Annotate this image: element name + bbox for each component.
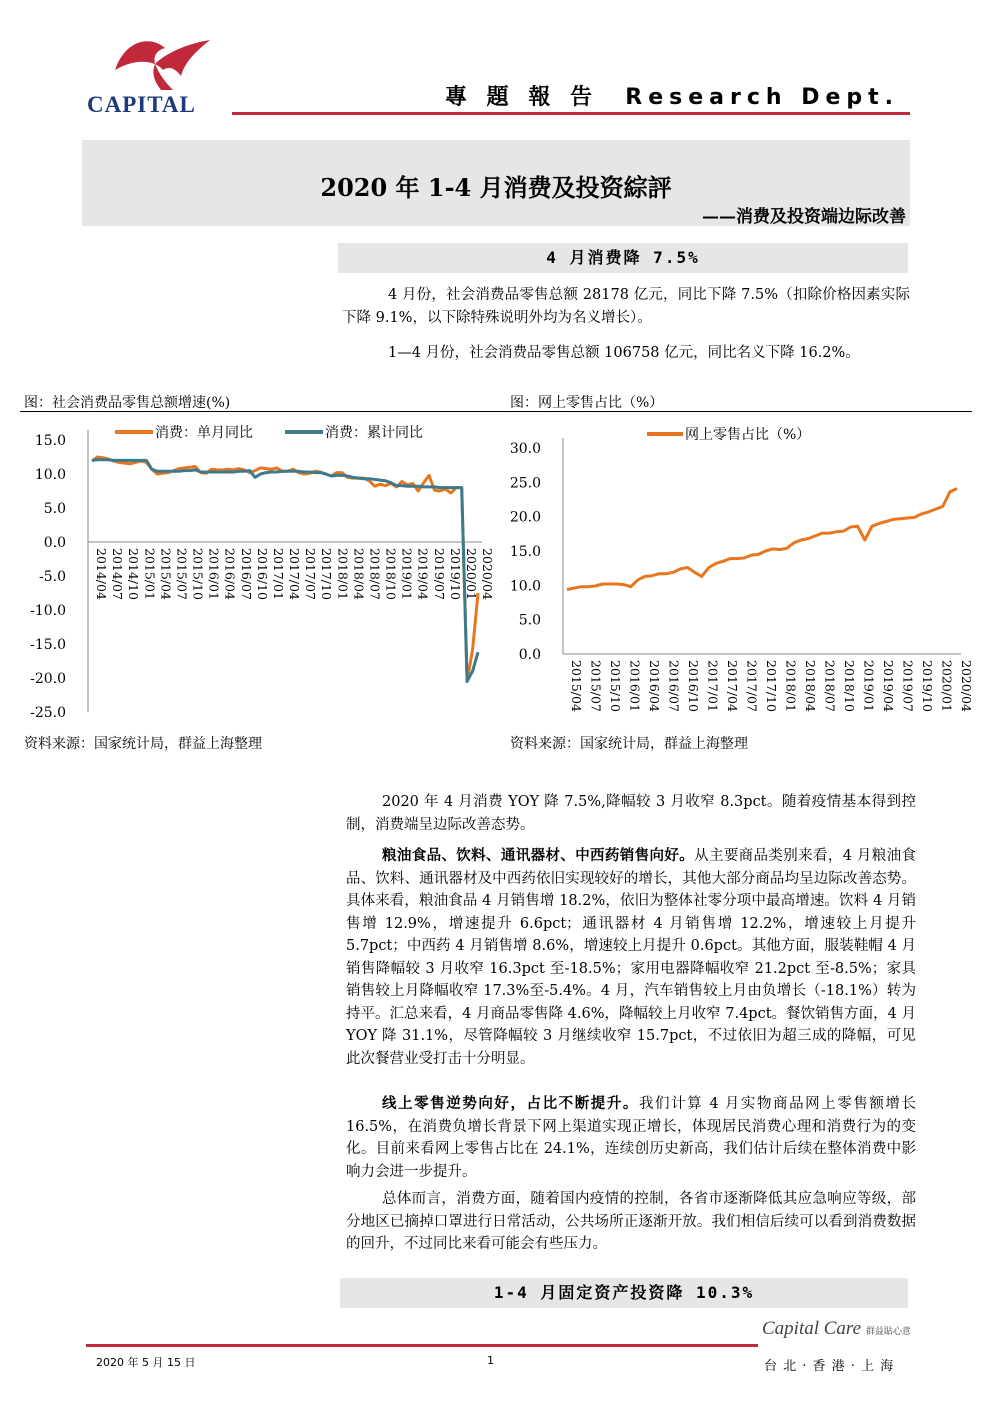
y-tick-label: 5.0	[518, 612, 541, 629]
x-tick-label: 2018/07	[822, 660, 838, 712]
logo-text: CAPITAL	[87, 92, 196, 117]
y-tick-label: 5.0	[43, 501, 66, 517]
series-line	[567, 489, 957, 590]
y-tick-label: -10.0	[30, 603, 66, 619]
y-tick-label: 10.0	[509, 578, 541, 595]
x-tick-label: 2019/07	[431, 548, 447, 600]
x-tick-label: 2015/01	[142, 548, 158, 600]
y-tick-label: 0.0	[43, 535, 66, 551]
x-tick-label: 2018/04	[803, 660, 818, 712]
x-tick-label: 2019/01	[399, 548, 415, 600]
legend-label: 消费：累计同比	[325, 425, 423, 441]
header-rule	[232, 112, 910, 115]
y-tick-label: 30.0	[509, 441, 541, 457]
x-tick-label: 2015/10	[608, 660, 623, 712]
chart-caption: 图：网上零售占比（%）	[510, 395, 664, 411]
footer-cities: 台 北 · 香 港 · 上 海	[764, 1359, 895, 1374]
x-tick-label: 2019/04	[881, 660, 896, 712]
x-tick-label: 2018/01	[335, 548, 351, 600]
x-tick-label: 2014/07	[110, 548, 126, 600]
x-tick-label: 2019/10	[920, 660, 935, 712]
caption-rule	[20, 411, 972, 412]
page-number: 1	[487, 1354, 494, 1367]
legend-label: 消费：单月同比	[155, 425, 253, 441]
x-tick-label: 2017/04	[725, 660, 740, 712]
x-tick-label: 2018/04	[351, 548, 367, 600]
x-tick-label: 2016/07	[666, 660, 682, 712]
x-tick-label: 2018/10	[842, 660, 857, 712]
x-tick-label: 2015/07	[588, 660, 604, 712]
x-tick-label: 2016/01	[206, 548, 222, 600]
y-tick-label: -20.0	[30, 671, 66, 687]
title-box	[82, 140, 910, 226]
x-tick-label: 2015/10	[190, 548, 206, 600]
page-title: 2020 年 1-4 月消费及投资綜評	[320, 173, 672, 202]
chart-caption: 图：社会消费品零售总额增速(%)	[24, 395, 231, 411]
logo-bird-icon	[95, 30, 245, 98]
footer-brand-cn: 群益貼心意	[865, 1327, 911, 1337]
y-tick-label: 20.0	[509, 509, 541, 526]
y-tick-label: -5.0	[39, 569, 66, 585]
x-tick-label: 2018/01	[783, 660, 799, 712]
x-tick-label: 2017/01	[705, 660, 721, 712]
x-tick-label: 2020/04	[959, 660, 974, 712]
paragraph: 4 月份，社会消费品零售总额 28178 亿元，同比下降 7.5%（扣除价格因素实际下降 9.1%，以下除特殊说明外均为名义增长）。	[342, 287, 910, 326]
paragraph	[346, 1093, 916, 1183]
paragraph-text: 从主要商品类别来看，4 月粮油食品、饮料、通讯器材及中西药依旧实现较好的增长，其他大部分商品均呈边际改善态势。具体来看，粮油食品 4 月销售增 18.2%，依旧为整体社零分项中最高增速。饮料 4 月销售增 12.9%，增速提升 6.6pct；通讯器材 4 月销售增 12.2%，增速较上月提升 5.7pct；中西药 4 月销售增 8.6%，增速较上月提升 0.6pct。其他方面，服装鞋帽 4 月销售降幅较 3 月收窄 16.3pct 至-18.5%；家用电器降幅收窄 21.2pct 至-8.5%；家具销售较上月降幅收窄 17.3%至-5.4%。4 月，汽车销售较上月由负增长（-18.1%）转为持平。汇总来看，4 月商品零售降 4.6%，降幅较上月收窄 7.4pct。餐饮销售方面，4 月 YOY 降 31.1%，尽管降幅较 3 月继续收窄 15.7pct，不过依旧为超三成的降幅，可见此次餐营业受打击十分明显。	[346, 848, 916, 1067]
footer-date: 2020 年 5 月 15 日	[96, 1356, 196, 1369]
paragraph-lead: 线上零售逆势向好，占比不断提升。	[382, 1096, 639, 1112]
x-tick-label: 2016/07	[238, 548, 254, 600]
page-subtitle: ——消费及投资端边际改善	[702, 207, 906, 227]
x-tick-label: 2015/04	[569, 660, 584, 712]
x-tick-label: 2019/07	[900, 660, 916, 712]
x-tick-label: 2019/10	[447, 548, 463, 600]
x-tick-label: 2017/10	[319, 548, 335, 600]
footer-brand	[762, 1318, 911, 1340]
chart-source: 资料来源：国家统计局，群益上海整理	[510, 736, 748, 752]
report-dept-label: 專 題 報 告 Research Dept.	[445, 85, 900, 110]
x-tick-label: 2014/10	[126, 548, 142, 600]
footer-rule	[86, 1344, 758, 1347]
x-tick-label: 2017/07	[303, 548, 319, 600]
x-tick-label: 2015/04	[158, 548, 174, 600]
x-tick-label: 2019/04	[415, 548, 431, 600]
x-tick-label: 2020/01	[939, 660, 955, 712]
y-tick-label: -25.0	[30, 705, 66, 721]
y-tick-label: 15.0	[34, 433, 66, 449]
chart-source: 资料来源：国家统计局，群益上海整理	[24, 736, 262, 752]
y-tick-label: 0.0	[518, 647, 541, 663]
x-tick-label: 2016/10	[254, 548, 270, 600]
x-tick-label: 2017/01	[270, 548, 286, 600]
company-logo	[87, 30, 245, 120]
x-tick-label: 2018/10	[383, 548, 399, 600]
x-tick-label: 2017/04	[287, 548, 302, 600]
x-tick-label: 2017/10	[764, 660, 779, 712]
x-tick-label: 2015/07	[174, 548, 190, 600]
x-tick-label: 2019/01	[861, 660, 877, 712]
paragraph: 1—4 月份，社会消费品零售总额 106758 亿元，同比名义下降 16.2%。	[388, 345, 860, 361]
x-tick-label: 2014/04	[94, 548, 109, 600]
paragraph: 总体而言，消费方面，随着国内疫情的控制，各省市逐渐降低其应急响应等级，部分地区已摘掉口罩进行日常活动，公共场所正逐渐开放。我们相信后续可以看到消费数据的回升，不过同比来看可能会有些压力。	[346, 1191, 916, 1252]
x-tick-label: 2016/10	[686, 660, 701, 712]
consumption-growth-chart	[20, 414, 500, 724]
x-tick-label: 2020/01	[463, 548, 479, 600]
x-tick-label: 2018/07	[367, 548, 383, 600]
paragraph: 2020 年 4 月消费 YOY 降 7.5%,降幅较 3 月收窄 8.3pct。随着疫情基本得到控制，消费端呈边际改善态势。	[346, 794, 916, 833]
legend-label: 网上零售占比（%）	[685, 427, 811, 443]
section-heading: 4 月消费降 7.5%	[338, 243, 908, 273]
y-tick-label: 10.0	[34, 467, 66, 483]
online-retail-share-chart	[505, 414, 975, 724]
y-tick-label: 25.0	[509, 475, 541, 492]
x-tick-label: 2017/07	[744, 660, 760, 712]
footer-brand-name: Capital Care	[762, 1318, 862, 1339]
x-tick-label: 2016/04	[647, 660, 662, 712]
x-tick-label: 2020/04	[480, 548, 495, 600]
y-tick-label: -15.0	[30, 637, 66, 653]
paragraph-text: 我们计算 4 月实物商品网上零售额增长 16.5%，在消费负增长背景下网上渠道实现正增长，体现居民消费心理和消费行为的变化。目前来看网上零售占比在 24.1%，连续创历史新高，我们估计后续在整体消费中影响力会进一步提升。	[346, 1096, 916, 1180]
section-heading: 1-4 月固定资产投资降 10.3%	[340, 1278, 908, 1308]
paragraph	[346, 845, 916, 1070]
paragraph-lead: 粮油食品、饮料、通讯器材、中西药销售向好。	[382, 848, 695, 864]
x-tick-label: 2016/04	[222, 548, 238, 600]
x-tick-label: 2016/01	[627, 660, 643, 712]
y-tick-label: 15.0	[509, 544, 541, 560]
